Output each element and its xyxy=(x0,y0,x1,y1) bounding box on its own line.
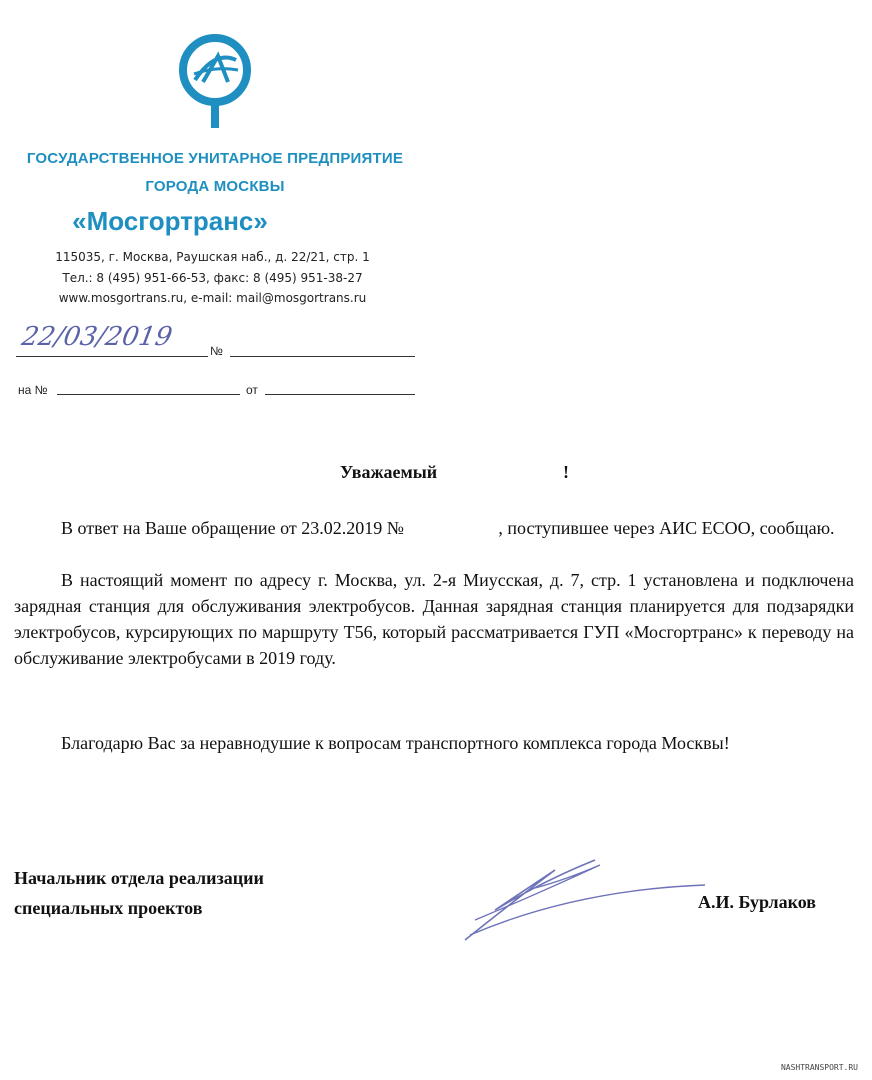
number-label: № xyxy=(210,344,223,358)
signer-title xyxy=(14,863,264,923)
org-address: 115035, г. Москва, Раушская наб., д. 22/21, стр. 1 xyxy=(55,250,370,264)
org-name: «Мосгортранс» xyxy=(72,206,268,236)
org-title-line2: ГОРОДА МОСКВЫ xyxy=(145,178,285,195)
signer-title-line1: Начальник отдела реализации xyxy=(14,868,264,888)
signer-name: А.И. Бурлаков xyxy=(698,892,817,912)
number-line xyxy=(230,356,415,357)
reply-number-line xyxy=(57,394,240,395)
mosgortrans-logo-icon xyxy=(170,30,260,130)
org-web: www.mosgortrans.ru, e-mail: mail@mosgortrans.ru xyxy=(58,291,367,305)
from-line xyxy=(265,394,415,395)
handwritten-date: 22/03/2019 xyxy=(19,322,175,352)
reply-number-label: на № xyxy=(18,383,48,397)
signer-title-line2: специальных проектов xyxy=(14,898,203,918)
paragraph-1: В ответ на Ваше обращение от 23.02.2019 № , поступившее через АИС ЕСОО, сообщаю. xyxy=(61,518,835,538)
greeting-exclamation: ! xyxy=(563,462,569,482)
date-line xyxy=(16,356,208,357)
greeting: Уважаемый xyxy=(340,462,438,482)
paragraph-2: В настоящий момент по адресу г. Москва, ул. 2-я Миусская, д. 7, стр. 1 установлена и подключена зарядная станция для обслуживания электробусов. Данная зарядная станция планируется для подзарядки электробусов, курсирующих по маршруту Т56, который рассматривается ГУП «Мосгортранс» к переводу на обслуживание электробусами в 2019 году. xyxy=(14,570,854,668)
org-title-line1: ГОСУДАРСТВЕННОЕ УНИТАРНОЕ ПРЕДПРИЯТИЕ xyxy=(26,150,404,167)
paragraph-3: Благодарю Вас за неравнодушие к вопросам транспортного комплекса города Москвы! xyxy=(61,733,730,753)
from-label: от xyxy=(246,383,258,397)
watermark: NASHTRANSPORT.RU xyxy=(780,1063,858,1072)
handwritten-signature xyxy=(455,840,715,950)
org-phones: Тел.: 8 (495) 951-66-53, факс: 8 (495) 951-38-27 xyxy=(62,271,363,285)
